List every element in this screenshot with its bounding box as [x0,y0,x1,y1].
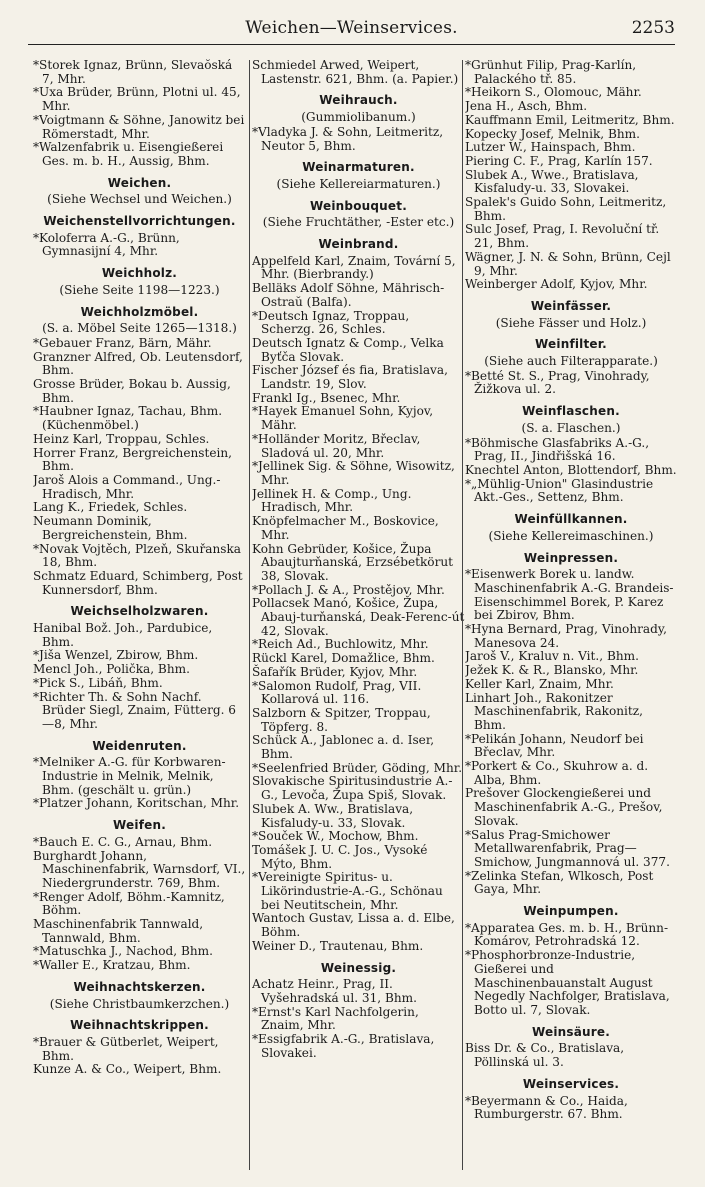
directory-entry: *Salomon Rudolf, Prag, VII. Kollarová ul. 116. [252,678,422,707]
section-heading: Weinfässer. [530,298,612,313]
directory-entry: Lang K., Friedek, Schles. [33,500,188,515]
directory-entry: *Apparatea Ges. m. b. H., Brünn-Komárov, Petrohradská 12. [465,920,669,949]
section-heading: Weichenstellvorrichtungen. [43,214,236,229]
directory-entry: Weinberger Adolf, Kyjov, Mhr. [465,277,648,292]
directory-entry: *Souček W., Mochow, Bhm. [252,829,419,844]
directory-entry: Appelfeld Karl, Znaim, Tovární 5, Mhr. (Bierbrandy.) [252,253,456,282]
directory-entry: Schmatz Eduard, Schimberg, Post Kunnersdorf, Bhm. [33,568,243,597]
directory-entry: Lutzer W., Hainspach, Bhm. [465,140,636,155]
directory-entry: *Heikorn S., Olomouc, Mähr. [465,85,642,100]
directory-entry: *Ernst's Karl Nachfolgerin, Znaim, Mhr. [252,1004,419,1033]
directory-entry: *Haubner Ignaz, Tachau, Bhm. (Küchenmöbel.) [33,404,223,433]
column-1 [33,59,246,1174]
directory-entry: Heinz Karl, Troppau, Schles. [33,431,210,446]
section-heading: Weinpumpen. [523,904,619,919]
cross-reference-note: (Siehe Fruchtäther, -Ester etc.) [262,215,455,230]
directory-entry: *Koloferra A.-G., Brünn, Gymnasijní 4, Mhr. [33,230,180,259]
cross-reference-note: (Gummiolibanum.) [301,110,416,125]
directory-entry: *Grünhut Filip, Prag-Karlín, Palackého tř. 85. [465,59,637,86]
directory-entry: Fischer József és fia, Bratislava, Landstr. 19, Slov. [252,363,448,392]
column-3 [465,59,677,1174]
cross-reference-note: (Siehe Wechsel und Weichen.) [47,192,232,207]
cross-reference-note: (Siehe Christbaumkerzchen.) [49,996,230,1011]
directory-entry: *Zelinka Stefan, Wlkosch, Post Gaya, Mhr. [465,868,654,897]
directory-entry: Jaroš Alois a Command., Ung.-Hradisch, Mhr. [33,472,221,501]
section-heading: Weichen. [107,175,172,190]
directory-entry: Spalek's Guido Sohn, Leitmeritz, Bhm. [465,195,667,223]
directory-entry: Piering C. F., Prag, Karlín 157. [465,153,653,168]
section-heading: Weinarmaturen. [302,160,415,175]
section-heading: Weinflaschen. [522,404,620,419]
directory-entry: *Beyermann & Co., Haida, Rumburgerstr. 67. Bhm. [465,1093,628,1122]
directory-entry: Hanibal Bož. Joh., Pardubice, Bhm. [33,621,213,649]
page-header [28,14,675,42]
directory-entry: Slubek A. Ww., Bratislava, Kisfaludy-u. 33, Slovak. [252,801,414,830]
section-heading: Weidenruten. [92,738,187,753]
directory-entry: Kunze A. & Co., Weipert, Bhm. [33,1062,222,1077]
cross-reference-note: (S. a. Flaschen.) [521,420,621,435]
directory-entry: Granzner Alfred, Ob. Leutensdorf, Bhm. [33,349,243,378]
directory-entry: *Voigtmann & Söhne, Janowitz bei Römerstadt, Mhr. [33,112,245,141]
directory-entry: Maschinenfabrik Tannwald, Tannwald, Bhm. [33,917,204,945]
directory-entry: Linhart Joh., Rakonitzer Maschinenfabrik, Rakonitz, Bhm. [465,690,643,732]
directory-entry: *Walzenfabrik u. Eisengießerei Ges. m. b. H., Aussig, Bhm. [33,140,224,168]
section-heading: Weinbrand. [318,237,399,252]
directory-entry: Weiner D., Trautenau, Bhm. [252,938,424,953]
header-rule [28,44,675,45]
page-title: Weichen—Weinservices. [245,18,458,38]
directory-entry: *Matuschka J., Nachod, Bhm. [33,944,213,959]
directory-entry: Salzborn & Spitzer, Troppau, Töpferg. 8. [252,705,431,734]
directory-entry: *Brauer & Gütberlet, Weipert, Bhm. [33,1035,219,1063]
directory-entry: Deutsch Ignatz & Comp., Velka Byťča Slovak. [252,335,444,364]
section-heading: Weichholz. [101,266,178,281]
directory-entry: *Porkert & Co., Skuhrow a. d. Alba, Bhm. [465,759,649,787]
cross-reference-note: (Siehe Kellereiarmaturen.) [276,176,441,191]
cross-reference-note: (Siehe Fässer und Holz.) [495,315,647,330]
directory-entry: Neumann Dominik, Bergreichenstein, Bhm. [33,514,188,542]
directory-entry: Rückl Karel, Domažlice, Bhm. [252,651,435,666]
section-heading: Weifen. [113,818,166,833]
directory-entry: Slovakische Spiritusindustrie A.-G., Levoča, Župa Spiš, Slovak. [252,774,453,803]
directory-entry: *„Mühlig-Union" Glasindustrie Akt.-Ges., Settenz, Bhm. [465,476,654,505]
directory-entry: *Seelenfried Brüder, Göding, Mhr. [252,760,463,775]
directory-entry: *Böhmische Glasfabriks A.-G., Prag, II., Jindřišská 16. [465,435,650,464]
directory-entry: Kopecky Josef, Melnik, Bhm. [465,126,640,141]
directory-entry: *Pelikán Johann, Neudorf bei Břeclav, Mhr. [465,731,644,760]
directory-entry: *Gebauer Franz, Bärn, Mähr. [33,335,212,350]
directory-entry: Achatz Heinr., Prag, II. Vyšehradská ul. 31, Bhm. [252,977,417,1005]
section-heading: Weinservices. [522,1076,620,1091]
column-divider [462,60,463,1170]
directory-entry: *Deutsch Ignaz, Troppau, Scherzg. 26, Schles. [252,308,410,337]
directory-entry: Schück A., Jablonec a. d. Iser, Bhm. [252,733,435,762]
directory-entry: Keller Karl, Znaim, Mhr. [465,676,614,691]
directory-entry: Kohn Gebrüder, Košice, Župa Abaujturňanská, Erzsébetkörut 38, Slovak. [252,541,454,583]
directory-entry: *Bauch E. C. G., Arnau, Bhm. [33,834,213,849]
directory-entry: *Eisenwerk Borek u. landw. Maschinenfabrik A.-G. Brandeis-Eisenschimmel Borek, P. Karez bei Zbirov, Bhm. [465,567,674,623]
directory-entry: *Vereinigte Spiritus- u. Likörindustrie-A.-G., Schönau bei Neutitschein, Mhr. [252,870,443,912]
directory-entry: Pollacsek Manó, Košice, Župa, Abauj-turňanská, Deak-Ferenc-út 42, Slovak. [252,596,465,638]
directory-entry: *Phosphorbronze-Industrie, Gießerei und Maschinenbauanstalt August Negedly Nachfolger, Bratislava, Botto ul. 7, Slovak. [465,948,670,1017]
directory-entry: *Waller E., Kratzau, Bhm. [33,958,191,973]
section-heading: Weihnachtskerzen. [73,979,206,994]
directory-entry: *Storek Ignaz, Brünn, Slevaŏská 7, Mhr. [33,59,233,86]
section-heading: Weihrauch. [319,93,398,108]
directory-entry: Frankl Ig., Bsenec, Mhr. [252,390,401,405]
section-heading: Weihnachtskrippen. [70,1018,209,1033]
section-heading: Weinfüllkannen. [514,512,628,527]
section-heading: Weinfilter. [535,337,607,352]
cross-reference-note: (Siehe auch Filterapparate.) [484,354,658,369]
directory-entry: Jaroš V., Kraluv n. Vit., Bhm. [465,649,639,664]
directory-entry: Tomášek J. U. C. Jos., Vysoké Mýto, Bhm. [252,842,428,871]
section-heading: Weinpressen. [523,550,619,565]
directory-entry: *Reich Ad., Buchlowitz, Mhr. [252,637,429,652]
directory-entry: *Betté St. S., Prag, Vinohrady, Žižkova ul. 2. [465,368,650,397]
directory-entry: *Hyna Bernard, Prag, Vinohrady, Manesova 24. [465,622,667,650]
directory-entry: Knöpfelmacher M., Boskovice, Mhr. [252,514,439,542]
directory-entry: Wägner, J. N. & Sohn, Brünn, Cejl 9, Mhr. [465,249,671,278]
directory-entry: Slubek A., Wwe., Bratislava, Kisfaludy-u. 33, Slovakei. [465,167,639,196]
directory-entry: *Platzer Johann, Koritschan, Mhr. [33,796,240,811]
section-heading: Weinessig. [320,960,397,975]
section-heading: Weinsäure. [531,1024,610,1039]
directory-entry: Grosse Brüder, Bokau b. Aussig, Bhm. [33,377,231,405]
page-number: 2253 [631,18,675,38]
directory-entry: *Pollach J. & A., Prostějov, Mhr. [252,582,445,597]
directory-entry: Biss Dr. & Co., Bratislava, Pöllinská ul. 3. [465,1041,625,1070]
directory-entry: *Jellinek Sig. & Söhne, Wisowitz, Mhr. [252,459,455,487]
directory-entry: *Hayek Emanuel Sohn, Kyjov, Mähr. [252,404,434,433]
directory-entry: Jena H., Asch, Bhm. [465,99,588,114]
directory-entry: *Novak Vojtěch, Plzeň, Skuřanska 18, Bhm. [33,541,241,570]
cross-reference-note: (S. a. Möbel Seite 1265—1318.) [42,321,237,336]
directory-entry: Belläks Adolf Söhne, Mährisch-Ostraŭ (Balfa). [252,281,445,309]
directory-entry: Knechtel Anton, Blottendorf, Bhm. [465,462,677,477]
cross-reference-note: (Siehe Seite 1198—1223.) [59,282,220,297]
cross-reference-note: (Siehe Kellereimaschinen.) [488,528,654,543]
directory-entry: *Salus Prag-Smichower Metallwarenfabrik, Prag—Smichow, Jungmannová ul. 377. [465,827,670,869]
directory-entry: Mencl Joh., Polička, Bhm. [33,662,190,677]
directory-entry: Schmiedel Arwed, Weipert, Lastenstr. 621, Bhm. (a. Papier.) [252,59,459,86]
directory-entry: Šafařík Brüder, Kyjov, Mhr. [252,664,418,679]
directory-entry: *Vladyka J. & Sohn, Leitmeritz, Neutor 5, Bhm. [252,124,444,153]
directory-entry: Prešover Glockengießerei und Maschinenfabrik A.-G., Prešov, Slovak. [465,786,663,828]
directory-entry: Kauffmann Emil, Leitmeritz, Bhm. [465,112,675,127]
directory-entry: *Richter Th. & Sohn Nachf. Brüder Siegl, Znaim, Fütterg. 6—8, Mhr. [33,689,236,731]
directory-entry: Jellinek H. & Comp., Ung. Hradisch, Mhr. [252,486,412,515]
directory-entry: *Holländer Moritz, Břeclav, Sladová ul. 20, Mhr. [252,431,421,460]
directory-entry: Sulc Josef, Prag, I. Revoluční tř. 21, Bhm. [465,222,660,251]
directory-entry: *Essigfabrik A.-G., Bratislava, Slovakei. [252,1032,435,1060]
section-heading: Weichholzmöbel. [80,304,199,319]
directory-entry: Ježek K. & R., Blansko, Mhr. [465,663,639,678]
directory-entry: *Pick S., Libáň, Bhm. [33,675,163,690]
directory-entry: Burghardt Johann, Maschinenfabrik, Warnsdorf, VI., Niedergrunderstr. 769, Bhm. [33,848,246,890]
column-2 [252,59,465,1174]
directory-entry: *Jiša Wenzel, Zbirow, Bhm. [33,648,199,663]
section-heading: Weichselholzwaren. [70,604,209,619]
directory-entry: *Uxa Brüder, Brünn, Plotni ul. 45, Mhr. [33,85,241,114]
directory-entry: *Melniker A.-G. für Korbwaren-Industrie in Melnik, Melnik, Bhm. (geschält u. grün.) [33,755,226,797]
directory-entry: Wantoch Gustav, Lissa a. d. Elbe, Böhm. [252,911,455,940]
directory-entry: *Renger Adolf, Böhm.-Kamnitz, Böhm. [33,889,225,918]
directory-entry: Horrer Franz, Bergreichenstein, Bhm. [33,445,233,474]
section-heading: Weinbouquet. [310,198,407,213]
column-divider [249,60,250,1170]
